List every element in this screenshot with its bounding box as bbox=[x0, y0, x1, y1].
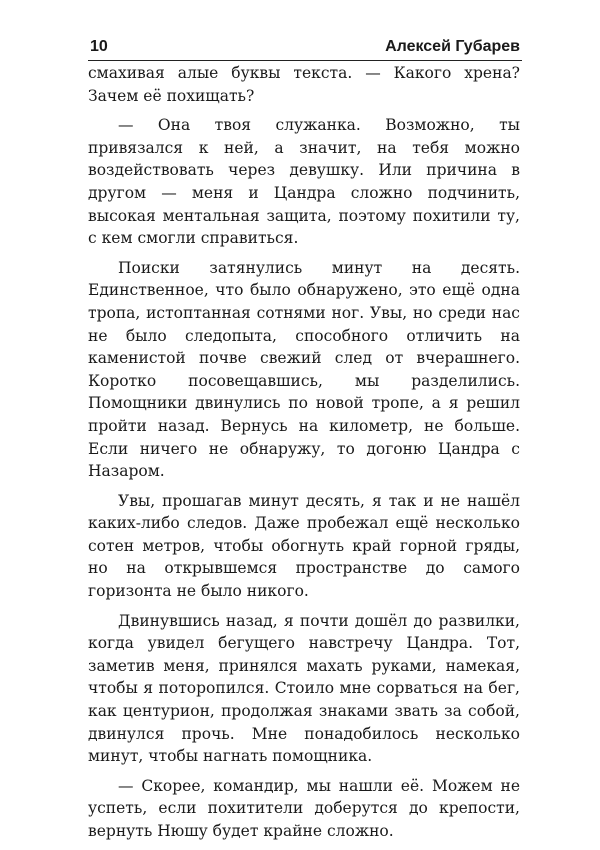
paragraph: — Скорее, командир, мы нашли её. Можем не успеть, если похитители доберутся до крепости, вернуть Нюшу будет крайне сложно. bbox=[88, 776, 520, 840]
page-number: 10 bbox=[90, 38, 108, 55]
paragraph: смахивая алые буквы текста. — Какого хрена? Зачем её похищать? bbox=[88, 64, 520, 105]
paragraph: Увы, прошагав минут десять, я так и не нашёл каких-либо следов. Даже пробежал ещё несколько сотен метров, чтобы обогнуть край горной гряды, но на открывшемся пространстве до самого горизонта не было никого. bbox=[88, 491, 520, 601]
body-text bbox=[88, 62, 520, 850]
paragraph: — Она твоя служанка. Возможно, ты привязался к ней, а значит, на тебя можно воздействовать через девушку. Или причина в другом — меня и Цандра сложно подчинить, высокая ментальная защита, поэтому похитили ту, с кем смогли справиться. bbox=[88, 116, 520, 248]
paragraph: Поиски затянулись минут на десять. Единственное, что было обнаружено, это ещё одна тропа, истоптанная сотнями ног. Увы, но среди нас не было следопыта, способного отличить на каменистой почве свежий след от вчерашнего. Коротко посовещавшись, мы разделились. Помощники двинулись по новой тропе, а я решил пройти назад. Вернусь на километр, не больше. Если ничего не обнаружу, то догоню Цандра с Назаром. bbox=[88, 258, 520, 481]
paragraph: Двинувшись назад, я почти дошёл до развилки, когда увидел бегущего навстречу Цандра. Тот, заметив меня, принялся махать руками, намекая, чтобы я поторопился. Стоило мне сорваться на бег, как центурион, продолжая знаками звать за собой, двинулся прочь. Мне понадобилось несколько минут, чтобы нагнать помощника. bbox=[88, 611, 520, 766]
running-title: Алексей Губарев bbox=[385, 38, 520, 55]
page-header bbox=[88, 38, 522, 61]
